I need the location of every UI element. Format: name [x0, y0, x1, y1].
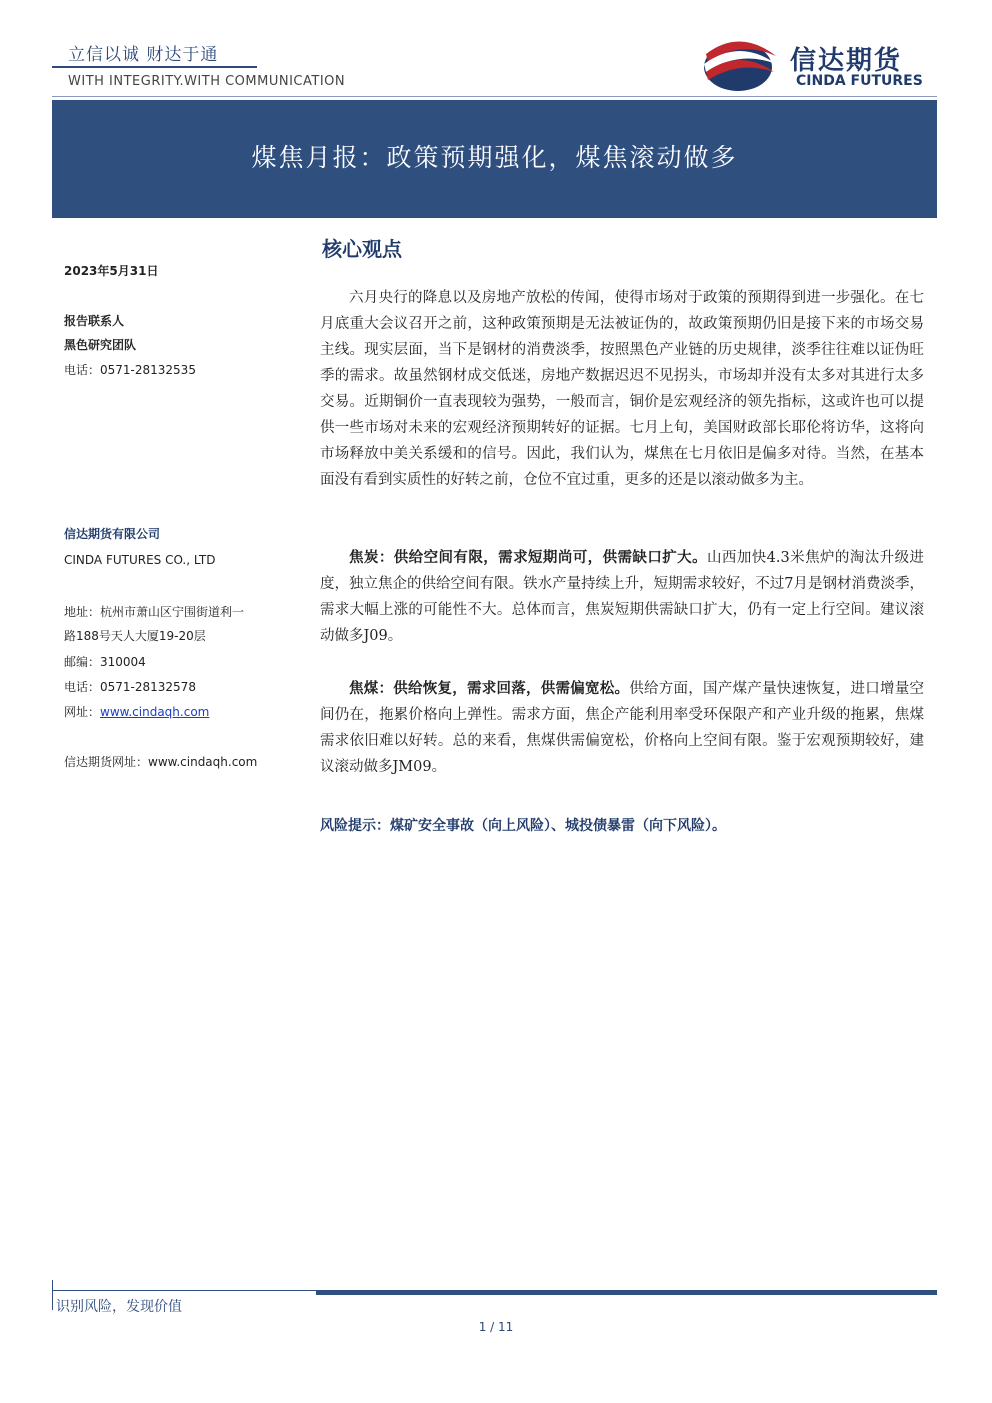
- company-name: 信达期货有限公司: [64, 527, 161, 541]
- coal-paragraph: [320, 676, 924, 780]
- website-full: 信达期货网址：www.cindaqh.com: [64, 755, 258, 769]
- team-name: 黑色研究团队: [64, 338, 137, 352]
- header-divider: [52, 96, 937, 97]
- footer-bar: [316, 1291, 937, 1295]
- company-english: CINDA FUTURES CO., LTD: [64, 553, 216, 567]
- report-title: 煤焦月报：政策预期强化，煤焦滚动做多: [251, 143, 738, 172]
- risk-warning: 风险提示：煤矿安全事故（向上风险）、城投债暴雷（向下风险）。: [320, 818, 726, 834]
- footer-tick: [52, 1280, 53, 1310]
- intro-text: 六月央行的降息以及房地产放松的传闻，使得市场对于政策的预期得到进一步强化。在七月底重大会议召开之前，这种政策预期是无法被证伪的，故政策预期仍旧是接下来的市场交易主线。现实层面，当下是钢材的消费淡季，按照黑色产业链的历史规律，淡季往往难以证伪旺季的需求。故虽然钢材成交低迷，房地产数据迟迟不见拐头，市场却并没有太多对其进行太多交易。近期铜价一直表现较为强势，一般而言，铜价是宏观经济的领先指标，这或许也可以提供一些市场对未来的宏观经济预期转好的证据。七月上旬，美国财政部长耶伦将访华，这将向市场释放中美关系缓和的信号。因此，我们认为，煤焦在七月依旧是偏多对待。当然，在基本面没有看到实质性的好转之前，仓位不宜过重，更多的还是以滚动做多为主。: [320, 290, 924, 488]
- contact-phone: 电话：0571-28132535: [64, 363, 196, 377]
- coal-heading: 焦煤：供给恢复，需求回落，供需偏宽松。: [349, 680, 630, 697]
- coke-heading: 焦炭：供给空间有限，需求短期尚可，供需缺口扩大。: [349, 549, 708, 566]
- core-view-heading: 核心观点: [322, 237, 402, 261]
- logo-english: CINDA FUTURES: [796, 73, 923, 89]
- coke-body: 山西加快4.3米焦炉的淘汰升级进度，独立焦企的供给空间有限。铁水产量持续上升，短期需求较好，不过7月是钢材消费淡季，需求大幅上涨的可能性不大。总体而言，焦炭短期供需缺口扩大，仍有一定上行空间。建议滚动做多J09。: [320, 550, 924, 644]
- coke-text: [320, 545, 924, 649]
- intro-paragraph: [320, 285, 924, 493]
- address-line-2: 路188号天人大厦19-20层: [64, 629, 206, 643]
- contact-label: 报告联系人: [64, 314, 125, 328]
- address-line-1: 地址：杭州市萧山区宁围街道利一: [64, 605, 245, 619]
- cinda-logo-icon: [700, 34, 778, 92]
- english-motto: WITH INTEGRITY.WITH COMMUNICATION: [68, 74, 346, 89]
- website-link[interactable]: www.cindaqh.com: [100, 705, 210, 719]
- website-label: 网址：: [64, 705, 101, 719]
- report-date: 2023年5月31日: [64, 264, 159, 278]
- logo-chinese: 信达期货: [790, 46, 903, 76]
- footer-slogan: 识别风险，发现价值: [56, 1299, 182, 1315]
- postcode: 邮编：310004: [64, 655, 146, 669]
- page-number: 1 / 11: [478, 1320, 514, 1334]
- slogan-underline: [52, 66, 257, 68]
- company-phone: 电话：0571-28132578: [64, 680, 196, 694]
- coal-text: [320, 676, 924, 780]
- title-banner: [52, 100, 937, 218]
- website-row: [64, 703, 209, 720]
- slogan: 立信以诚 财达于通: [68, 45, 219, 65]
- coke-paragraph: [320, 545, 924, 649]
- coal-body: 供给方面，国产煤产量快速恢复，进口增量空间仍在，拖累价格向上弹性。需求方面，焦企产能利用率受环保限产和产业升级的拖累，焦煤需求依旧难以好转。总的来看，焦煤供需偏宽松，价格向上空间有限。鉴于宏观预期较好，建议滚动做多JM09。: [320, 681, 924, 775]
